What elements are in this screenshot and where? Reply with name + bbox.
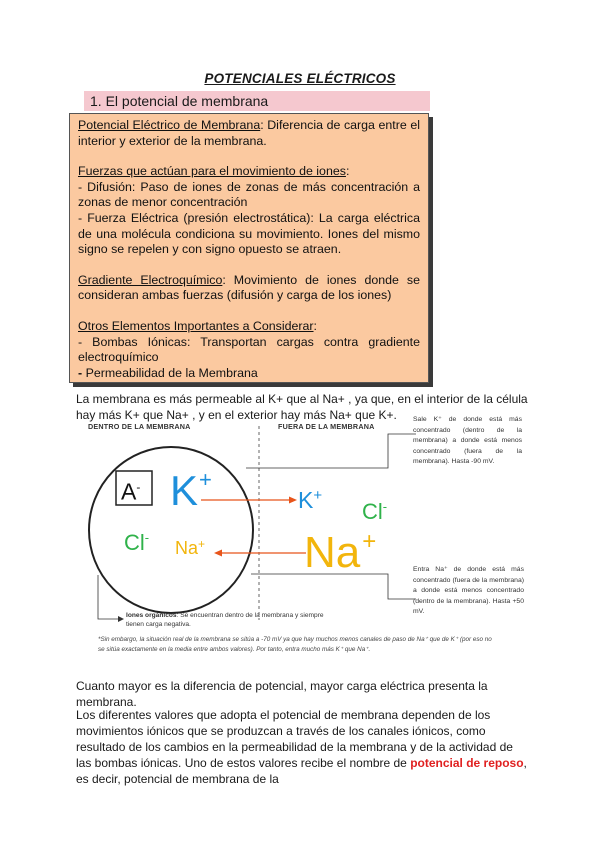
- na-inside-symbol: Na: [175, 538, 199, 558]
- membrane-diagram: [76, 416, 546, 672]
- organic-ions-note: [126, 611, 326, 629]
- cl-outside-ion: [362, 499, 387, 528]
- permeability-dash: -: [78, 365, 83, 380]
- others-heading-colon: :: [313, 318, 317, 333]
- permeability-item: [78, 366, 420, 382]
- anion-sign: -: [136, 480, 141, 494]
- section-heading: 1. El potencial de membrana: [84, 91, 430, 111]
- gradient-term: Gradiente Electroquímico: [78, 272, 223, 287]
- gradient-paragraph: [78, 273, 420, 304]
- definition-term: Potencial Eléctrico de Membrana: [78, 118, 261, 132]
- forces-heading-text: Fuerzas que actúan para el movimiento de iones: [78, 164, 346, 179]
- diffusion-item: - Difusión: Paso de iones de zonas de más concentración a zonas de menor concentración: [78, 179, 420, 210]
- na-inside-sign: +: [198, 537, 206, 551]
- permeability-paragraph: La membrana es más permeable al K+ que al Na+ , ya que, en el interior de la célula hay más K+ que Na+ , y en el exterior hay más Na+ que K+.: [76, 392, 528, 422]
- organic-note-connector: [98, 575, 122, 619]
- gradient-text: : Movimiento de iones donde se consideran ambas fuerzas (difusión y carga de los iones): [78, 272, 421, 303]
- cl-outside-symbol: Cl: [362, 499, 383, 524]
- membrane-values-text-start: Los diferentes valores que adopta el potencial de membrana dependen de los movimientos iónicos que se produzcan a través de los canales iónicos, como resultado de los cambios en la permeabilidad de la membrana y de la actividad de las bombas iónicas. Uno de estos valores recibe el nombre de: [76, 708, 513, 770]
- definition-paragraph: [78, 118, 420, 149]
- k-efflux-note: Sale K⁺ de donde está más concentrado (dentro de la membrana) a donde está menos concentrado (fuera de la membrana). Hasta -90 mV.: [413, 416, 522, 465]
- summary-box: [69, 113, 429, 383]
- cl-inside-sign: -: [144, 530, 150, 545]
- k-outside-symbol: K: [298, 487, 314, 513]
- organic-ions-term: Iones orgánicos: [126, 612, 177, 619]
- k-inside-sign: +: [199, 467, 212, 492]
- anion-symbol: A: [121, 478, 137, 505]
- cl-outside-sign: -: [382, 499, 388, 514]
- pumps-item: - Bombas Iónicas: Transportan cargas contra gradiente electroquímico: [78, 334, 420, 365]
- membrane-values-paragraph: [76, 707, 528, 787]
- others-heading-text: Otros Elementos Importantes a Considerar: [78, 318, 314, 333]
- organic-note-arrow-head: [118, 616, 124, 622]
- k-arrow-head: [289, 497, 297, 504]
- others-heading: [78, 319, 420, 335]
- page-title: POTENCIALES ELÉCTRICOS: [204, 71, 396, 86]
- cl-inside-ion: [124, 530, 149, 559]
- membrane-values-text-end: , es decir, potencial de membrana de la: [76, 756, 527, 786]
- diagram-footnote: *Sin embargo, la situación real de la membrana se sitúa a -70 mV ya que hay muchos menos canales de paso de Na⁺ que de K⁺ (por eso no se sitúa exactamente en la media entre ambos valores). Por tanto, entra mucho más K⁺ que Na⁺.: [98, 636, 492, 653]
- potential-difference-paragraph: Cuanto mayor es la diferencia de potencial, mayor carga eléctrica presenta la membrana.: [76, 679, 488, 709]
- na-inside-ion: [175, 537, 205, 561]
- k-outside-sign: +: [313, 487, 323, 504]
- resting-potential-highlight: potencial de reposo: [410, 756, 524, 770]
- permeability-text: Permeabilidad de la Membrana: [82, 365, 258, 380]
- k-inside-symbol: K: [170, 467, 199, 514]
- cl-inside-symbol: Cl: [124, 530, 145, 555]
- organic-ions-text: : Se encuentran dentro de la membrana y siempre tienen carga negativa.: [126, 612, 324, 628]
- na-arrow-head: [214, 550, 222, 557]
- outside-membrane-label: FUERA DE LA MEMBRANA: [278, 422, 375, 431]
- na-outside-sign: +: [362, 528, 377, 555]
- definition-text: : Diferencia de carga entre el interior y exterior de la membrana.: [78, 118, 420, 148]
- inside-membrane-label: DENTRO DE LA MEMBRANA: [88, 422, 191, 431]
- na-outside-symbol: Na: [304, 528, 361, 577]
- na-influx-note: Entra Na⁺ de donde está más concentrado (fuera de la membrana) a donde está menos concentrado (dentro de la membrana). Hasta +50 mV.: [413, 566, 524, 615]
- electric-force-item: - Fuerza Eléctrica (presión electrostática): La carga eléctrica de una molécula condiciona su movimiento. Iones del mismo signo se repelen y con signo opuesto se atraen.: [78, 210, 420, 257]
- k-note-connector: [246, 434, 416, 468]
- k-inside-ion: [170, 467, 212, 522]
- forces-heading: [78, 164, 420, 180]
- k-outside-ion: [298, 486, 322, 518]
- na-outside-ion: [304, 528, 376, 585]
- anion-label: [121, 473, 140, 506]
- forces-heading-colon: :: [345, 164, 350, 179]
